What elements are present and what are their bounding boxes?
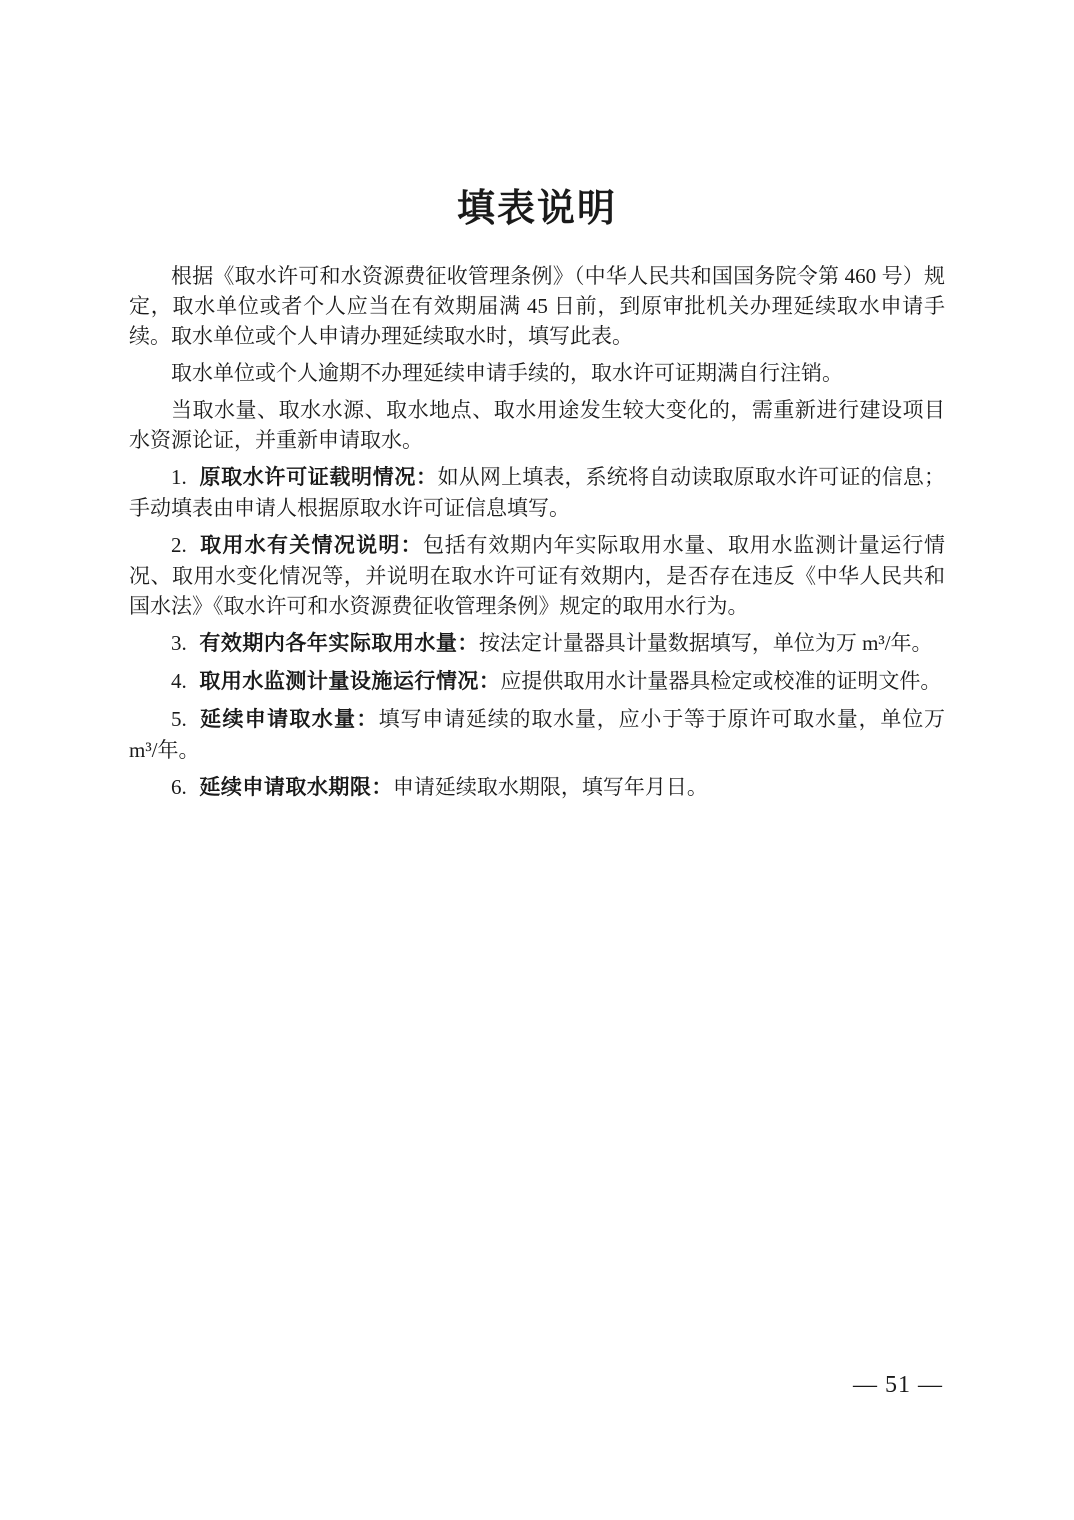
page-number: — 51 — (853, 1372, 943, 1398)
item-text: 包括有效期内年实际取用水量、取用水监测计量运行情况、取用水变化情况等，并说明在取水许可证有效期内，是否存在违反《中华人民共和国水法》《取水许可和水资源费征收管理条例》规定的取用水行为。 (129, 533, 945, 618)
item-number: 1. (171, 465, 187, 489)
instruction-item (129, 628, 945, 659)
item-label: 延续申请取水期限： (199, 776, 393, 799)
item-number: 4. (171, 669, 187, 693)
item-label: 有效期内各年实际取用水量： (199, 632, 479, 655)
item-label: 原取水许可证载明情况： (199, 466, 438, 489)
instruction-item (129, 704, 945, 765)
item-label: 取用水监测计量设施运行情况： (199, 670, 501, 693)
document-body (129, 261, 945, 803)
item-label: 延续申请取水量： (199, 708, 379, 731)
instruction-item (129, 462, 945, 523)
item-number: 2. (171, 533, 187, 557)
item-text: 应提供取用水计量器具检定或校准的证明文件。 (500, 669, 942, 693)
instruction-item (129, 772, 945, 803)
item-number: 3. (171, 631, 187, 655)
instruction-item (129, 666, 945, 697)
item-text: 按法定计量器具计量数据填写，单位为万 m³/年。 (478, 631, 933, 655)
page-title: 填表说明 (456, 188, 617, 230)
item-number: 5. (171, 707, 187, 731)
item-text: 申请延续取水期限，填写年月日。 (392, 775, 708, 799)
instruction-item (129, 530, 945, 621)
item-number: 6. (171, 775, 187, 799)
paragraph: 取水单位或个人逾期不办理延续申请手续的，取水许可证期满自行注销。 (171, 361, 843, 385)
item-text: 填写申请延续的取水量，应小于等于原许可取水量，单位万 m³/年。 (129, 707, 946, 762)
item-label: 取用水有关情况说明： (199, 534, 423, 557)
item-text: 如从网上填表，系统将自动读取原取水许可证的信息；手动填表由申请人根据原取水许可证信息填写。 (129, 465, 946, 520)
paragraph: 根据《取水许可和水资源费征收管理条例》（中华人民共和国国务院令第 460 号）规定，取水单位或者个人应当在有效期届满 45 日前，到原审批机关办理延续取水申请手续。取水单位或个人申请办理延续取水时，填写此表。 (129, 264, 945, 348)
paragraph: 当取水量、取水水源、取水地点、取水用途发生较大变化的，需重新进行建设项目水资源论证，并重新申请取水。 (129, 398, 945, 452)
